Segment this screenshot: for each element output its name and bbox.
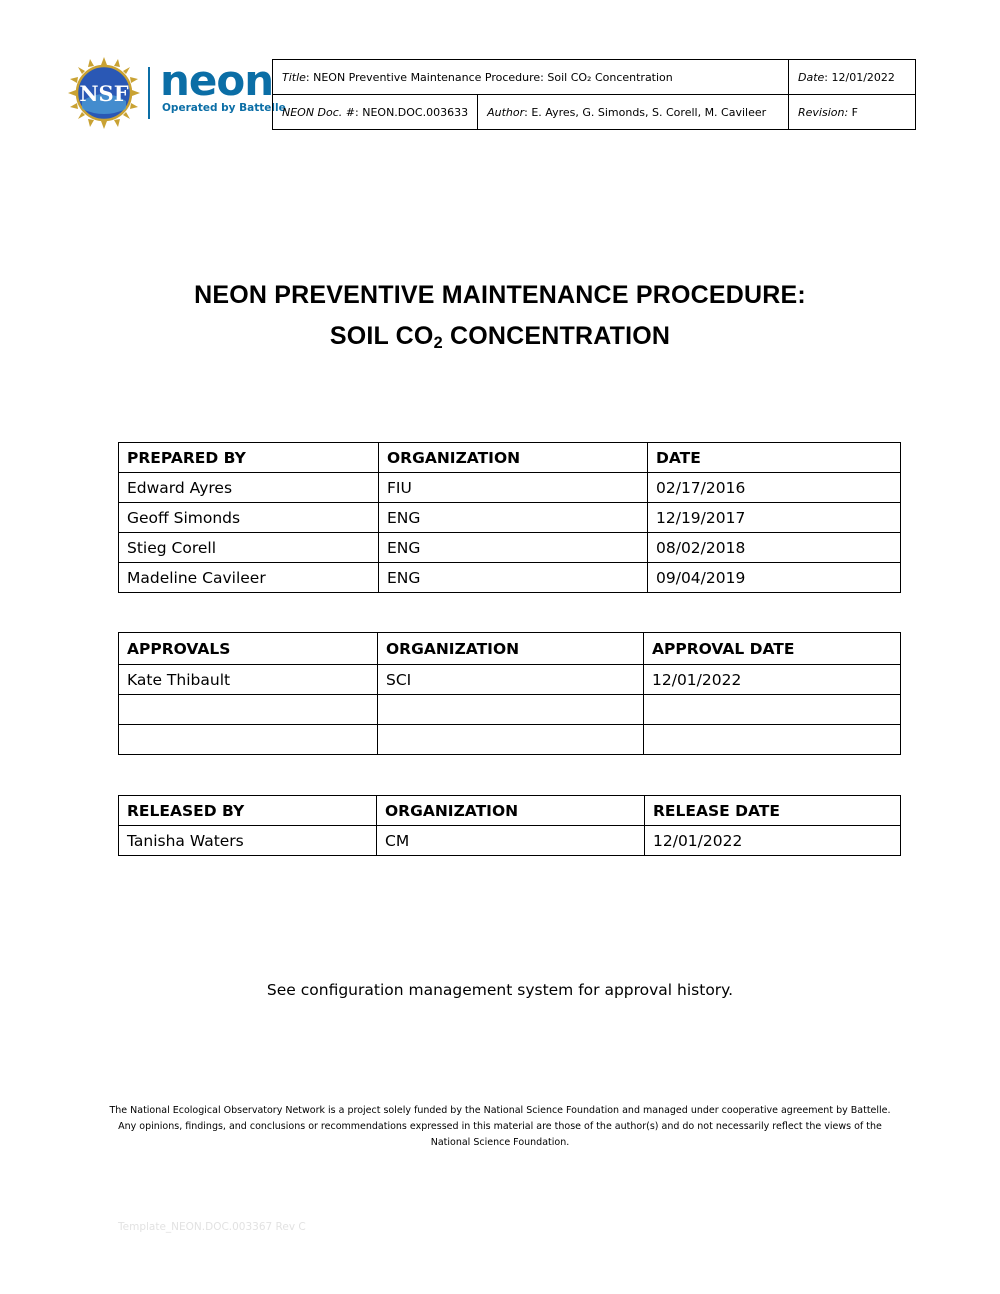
table-cell [378, 725, 644, 755]
header-revision-cell: Revision: F [789, 95, 916, 130]
header-author-cell: Author: E. Ayres, G. Simonds, S. Corell, M. Cavileer [478, 95, 789, 130]
table-row [119, 473, 901, 503]
nsf-seal-text: NSF [79, 81, 129, 106]
table-cell [378, 695, 644, 725]
table-cell: ENG [379, 533, 648, 563]
column-header: ORGANIZATION [377, 796, 645, 826]
table-cell: 12/19/2017 [648, 503, 901, 533]
released-by-table [118, 795, 901, 856]
table-cell [644, 695, 901, 725]
table-header-row [119, 443, 901, 473]
table-cell: 12/01/2022 [645, 826, 901, 856]
approvals-table [118, 632, 901, 755]
template-id: Template_NEON.DOC.003367 Rev C [118, 1221, 306, 1233]
neon-tagline: Operated by Battelle [162, 102, 286, 114]
table-cell: Edward Ayres [119, 473, 379, 503]
column-header: RELEASE DATE [645, 796, 901, 826]
table-row [119, 665, 901, 695]
table-cell: Madeline Cavileer [119, 563, 379, 593]
table-row [119, 826, 901, 856]
prepared-by-table [118, 442, 901, 593]
nsf-seal-icon [68, 57, 140, 129]
table-header-row [119, 633, 901, 665]
logo-divider [148, 67, 150, 119]
page-title-line2: SOIL $CO_2$ CONCENTRATION [329, 322, 671, 353]
table-cell: Kate Thibault [119, 665, 378, 695]
table-row [119, 725, 901, 755]
table-cell: Geoff Simonds [119, 503, 379, 533]
table-row [119, 563, 901, 593]
table-cell: ENG [379, 503, 648, 533]
table-cell [119, 725, 378, 755]
table-cell: SCI [378, 665, 644, 695]
table-cell: FIU [379, 473, 648, 503]
column-header: ORGANIZATION [379, 443, 648, 473]
table-cell: 02/17/2016 [648, 473, 901, 503]
header-title-cell: Title: NEON Preventive Maintenance Procedure: Soil CO₂ Concentration [273, 60, 789, 95]
table-cell: ENG [379, 563, 648, 593]
column-header: RELEASED BY [119, 796, 377, 826]
header-table [272, 59, 916, 130]
column-header: ORGANIZATION [378, 633, 644, 665]
table-cell: Stieg Corell [119, 533, 379, 563]
table-cell: 09/04/2019 [648, 563, 901, 593]
page-title-line1: NEON PREVENTIVE MAINTENANCE PROCEDURE: [194, 281, 806, 309]
header-date-cell: Date: 12/01/2022 [789, 60, 916, 95]
funding-footer: The National Ecological Observatory Network is a project solely funded by the National Science Foundation and managed under cooperative agreement by Battelle. Any opinions, findings, and conclusions or recommendations expressed in this material are those of the author(s) and do not necessarily reflect the views of the National Science Foundation. [109, 1105, 891, 1148]
table-cell [119, 695, 378, 725]
table-cell: 08/02/2018 [648, 533, 901, 563]
column-header: PREPARED BY [119, 443, 379, 473]
neon-logo [68, 56, 286, 129]
table-cell [644, 725, 901, 755]
header-doc-cell: NEON Doc. #: NEON.DOC.003633 [273, 95, 478, 130]
table-cell: CM [377, 826, 645, 856]
table-row [119, 503, 901, 533]
table-row [119, 695, 901, 725]
table-header-row [119, 796, 901, 826]
neon-wordmark: neon [160, 56, 274, 105]
table-row [119, 533, 901, 563]
table-cell: 12/01/2022 [644, 665, 901, 695]
column-header: APPROVAL DATE [644, 633, 901, 665]
column-header: APPROVALS [119, 633, 378, 665]
approval-history-note: See configuration management system for approval history. [266, 981, 734, 999]
table-cell: Tanisha Waters [119, 826, 377, 856]
column-header: DATE [648, 443, 901, 473]
